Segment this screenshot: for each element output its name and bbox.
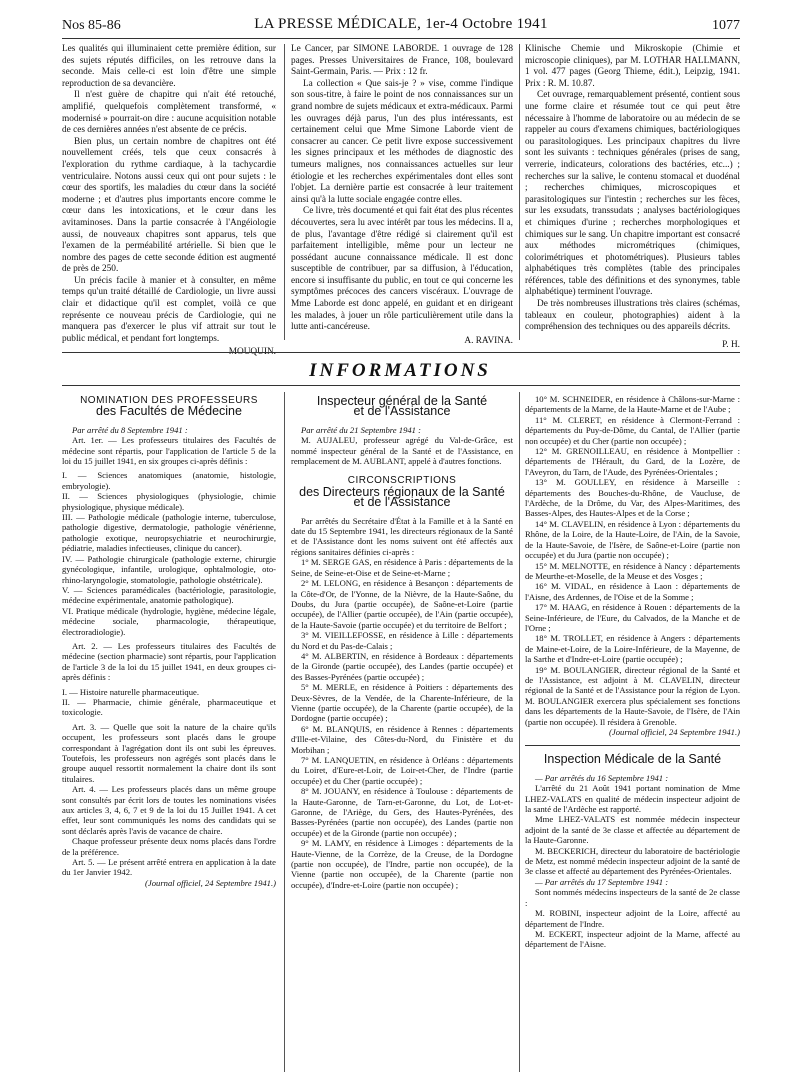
list-item: 8° M. JOUANY, en résidence à Toulouse : départements de la Haute-Garonne, de Tarn-et-Garonne, du Lot, de Lot-et-Garonne, de l'Ariège, du Gers, des Hautes-Pyrénées, des Basses-Pyrénées (partie non occupée), des Landes (partie non occupée) et de la Gironde (partie non occupée) ; [291,786,513,838]
review-cardiologie [62,44,276,359]
list-item: 16° M. VIDAL, en résidence à Laon : départements de l'Aisne, des Ardennes, de l'Oise et de la Somme ; [525,581,740,602]
arrete-date: — Par arrêtés du 17 Septembre 1941 : [535,876,669,887]
paragraph: La collection « Que sais-je ? » vise, comme l'indique son sous-titre, à faire le point de nos connaissances sur un grand nombre de sujets médicaux et extra-médicaux. Parmi les ouvrages déjà parus, l'un des plus intéressants, est certainement celui que Mme Simone Laborde vient de consacrer au cancer. Ce petit livre expose successivement les signes principaux et les méthodes de diagnostic des tumeurs malignes, nos connaissances actuelles sur leur étiologie et les recherches expérimentales dont elles sont l'objet. La dernière partie est consacrée à leur traitement ainsi qu'à la lutte sociale engagée contre elles. [291,78,513,205]
paragraph: M. ECKERT, inspecteur adjoint de la Marne, affecté au département de l'Aisne. [525,928,740,950]
paragraph: M. AUJALEU, professeur agrégé du Val-de-Grâce, est nommé inspecteur général de la Santé et de l'Assistance, en remplacement de M. AUBLANT, appelé à d'autres fonctions. [291,435,513,467]
section-rule [62,385,740,386]
list-item: I. — Histoire naturelle pharmaceutique. [62,686,199,697]
review-klinische-chemie [525,44,740,351]
article: Art. 2. — Les professeurs titulaires des Facultés de médecine (section pharmacie) sont répartis, pour l'application de l'article 3 de la loi du 15 juillet 1941, en deux groupes ci-après définis : [62,640,276,683]
paragraph: Mme LHEZ-VALATS est nommée médecin inspecteur adjoint de la santé de 3e classe et affectée au département de la Haute-Garonne. [525,814,740,846]
review-signature: A. RAVINA. [464,335,513,346]
header-rule [62,38,740,39]
list-item: VI. Pratique médicale (hydrologie, hygiène, médecine légale, médecine sociale, pharmacologie, thérapeutique, électroradiologie). [62,605,276,637]
list-item: 15° M. MELNOTTE, en résidence à Nancy : départements de Meurthe-et-Moselle, de la Meuse et des Vosges ; [525,560,740,581]
section-heading-line: des Directeurs régionaux de la Santé [299,484,505,499]
section-heading-line: Inspecteur général de la Santé [316,394,488,408]
paragraph: M. BECKERICH, directeur du laboratoire de bactériologie de Metz, est nommé médecin inspecteur adjoint de la santé de 3e classe et affecté au département des Pyrénées-Orientales. [525,845,740,877]
section-heading [62,396,276,417]
journal-officiel-ref: (Journal officiel, 24 Septembre 1941.) [145,877,276,888]
list-item: 19° M. BOULANGIER, directeur régional de la Santé et de l'Assistance, est adjoint à M. CLAVELIN, directeur régional de la Santé et de l'Assistance pour la région de Lyon. M. BOULANGIER exercera plus spécialement ses fonctions dans les départements de la Haute-Savoie, de l'Isère, de l'Ain (partie non occupée). Il résidera à Grenoble. [525,664,740,727]
review-heading: Le Cancer, par SIMONE LABORDE. 1 ouvrage de 128 pages. Presses Universitaires de France, 108, boulevard Saint-Germain, Paris. — Prix : 12 fr. [291,44,513,78]
paragraph: Les qualités qui illuminaient cette première édition, sur des sujets réputés difficiles, on les retrouve dans la seconde. Mais celle-ci est loin d'être une simple reproduction de sa devancière. [62,44,276,89]
section-rule [525,745,740,746]
list-item: 3° M. VIEILLEFOSSE, en résidence à Lille : départements du Nord et du Pas-de-Calais ; [291,630,513,651]
section-heading-line: et de l'Assistance [353,495,451,510]
list-item: III. — Pathologie médicale (pathologie interne, tuberculose, pathologie digestive, dermatologie, pathologie vénérienne, pathologie exotique, neuropsychiatrie et neurochirurgie, pédiatrie, maladies infectieuses, clinique du cancer). [62,512,276,554]
list-item: II. — Sciences physiologiques (physiologie, chimie physiologique, physique médicale). [62,491,276,512]
list-item: 7° M. LANQUETIN, en résidence à Orléans : départements du Loiret, d'Eure-et-Loir, de Loir-et-Cher, de l'Indre (partie occupée) et du Cher (partie occupée) ; [291,755,513,786]
review-signature [62,347,276,359]
section-heading [291,475,513,510]
list-item: 17° M. HAAG, en résidence à Rouen : départements de la Seine-Inférieure, de l'Eure, du Calvados, de la Manche et de l'Orne ; [525,602,740,633]
column-divider [284,44,285,340]
section-heading-line: CIRCONSCRIPTIONS [347,475,457,487]
section-heading [525,752,740,767]
section-heading-line: des Facultés de Médecine [96,404,242,419]
group-list [62,687,276,718]
page-header [62,16,740,38]
review-signature: P. H. [722,339,740,350]
list-item: 5° M. MERLE, en résidence à Poitiers : départements des Deux-Sèvres, de la Vendée, de la Charente-Inférieure, de la Vienne (partie occupée), de la Charente (partie occupée), de la Dordogne (partie occupée) ; [291,682,513,724]
column-divider [519,392,520,1072]
column-divider [284,392,285,1072]
paragraph: M. ROBINI, inspecteur adjoint de la Loire, affecté au département de l'Indre. [525,908,740,929]
list-item: I. — Sciences anatomiques (anatomie, histologie, embryologie). [62,470,276,491]
column-divider [519,44,520,340]
inspecteur-general-et-circonscriptions [291,396,513,890]
paragraph: Ce livre, très documenté et qui fait état des plus récentes découvertes, sera lu avec intérêt par tous les médecins. Il a, de plus, l'avantage d'être rédigé si clairement qu'il est parfaitement intelligible, même pour un lecteur ne possédant aucune connaissance médicale. Il est donc susceptible de contribuer, par sa diffusion, à l'éducation, encore si insuffisante du public, en tout ce qui concerne les symptômes précoces des cancers viscéraux. L'ouvrage de Mme Laborde est donc appelé, en guidant et en dirigeant les malades, à jouer un rôle particulièrement utile dans la lutte anti-cancéreuse. [291,206,513,333]
article: Art. 3. — Quelle que soit la nature de la chaire qu'ils occupent, les professeurs sont placés dans le groupe correspondant à l'agrégation dont ils ont subi les épreuves. Toutefois, les professeurs non agrégés sont placés dans le groupe auquel ressortit normalement la chaire dont ils sont titulaires. [62,721,276,784]
paragraph: Bien plus, un certain nombre de chapitres ont été nouvellement créés, tels que ceux consacrés à l'exploration du rythme cardiaque, à la tachycardie ventriculaire. Notons aussi ceux qui ont pour sujets : le cœur des sportifs, les maladies du cœur dans la société moderne ; et d'autres plus importants encore comme le cœur dans les intoxications, et le cœur dans les avitaminoses. Dans la partie consacrée à l'Angéiologie aussi, de nouveaux chapitres sont apparus, tels que l'examen de la perméabilité artérielle. Si bien que le nombre des pages de cette seconde édition est augmenté de près de 250. [62,136,276,275]
paragraph: Sont nommés médecins inspecteurs de la santé de 2e classe : [525,887,740,908]
section-heading [291,396,513,417]
paragraph: Il n'est guère de chapitre qui n'ait été retouché, amplifié, quelquefois complètement transformé, « modernisé » pourrait-on dire : aucune acquisition notable de ces dernières années n'est absente de ce précis. [62,90,276,136]
page-number: 1077 [712,18,740,33]
paragraph: L'arrêté du 21 Août 1941 portant nomination de Mme LHEZ-VALATS en qualité de médecin inspecteur adjoint de la santé de l'Ardèche est rapporté. [525,783,740,815]
review-heading: Klinische Chemie und Mikroskopie (Chimie et microscopie cliniques), par M. LOTHAR HALLMANN, 1 vol. 477 pages (Georg Thieme, édit.), Leipzig, 1941. Prix : R. M. 10.87. [525,44,740,89]
nomination-professeurs [62,396,276,888]
paragraph: Par arrêtés du Secrétaire d'État à la Famille et à la Santé en date du 15 Septembre 1941, les directeurs régionaux de la Santé et de l'Assistance dont les noms suivent ont été affectés aux régions sanitaires définies ci-après : [291,515,513,557]
list-item: 18° M. TROLLET, en résidence à Angers : départements de Maine-et-Loire, de la Loire-Inférieure, de la Mayenne, de la Sarthe et d'Indre-et-Loire (partie occupée) ; [525,633,740,665]
list-item: 10° M. SCHNEIDER, en résidence à Châlons-sur-Marne : départements de la Marne, de la Haute-Marne et de l'Aube ; [525,394,740,415]
list-item: 11° M. CLERET, en résidence à Clermont-Ferrand : départements du Puy-de-Dôme, du Cantal, de l'Allier (partie non occupée) et du Cher (partie non occupée) ; [525,414,740,446]
list-item: 14° M. CLAVELIN, en résidence à Lyon : départements du Rhône, de la Loire, de la Haute-Loire, de l'Ain, de la Savoie, de la Haute-Savoie, de l'Isère, de Saône-et-Loire (partie non occupée) et du Jura (partie non occupée) ; [525,518,740,561]
arrete-date: Par arrêté du 8 Septembre 1941 : [72,424,188,435]
list-item: 4° M. ALBERTIN, en résidence à Bordeaux : départements de la Gironde (partie occupée), des Landes (partie occupée) et des Basses-Pyrénées (partie occupée) ; [291,650,513,682]
paragraph: De très nombreuses illustrations très claires (schémas, tableaux en couleur, photographies) aident à la compréhension des techniques ou des appareils décrits. [525,299,740,333]
circonscriptions-suite-et-inspection [525,394,740,950]
list-item: V. — Sciences paramédicales (bactériologie, parasitologie, médecine expérimentale, anatomie pathologique). [62,584,276,606]
article: Chaque professeur présente deux noms placés dans l'ordre de la préférence. [62,836,276,857]
journal-officiel-ref: (Journal officiel, 24 Septembre 1941.) [609,727,740,737]
review-cancer [291,44,513,347]
article: Art. 5. — Le présent arrêté entrera en application à la date du 1er Janvier 1942. [62,857,276,878]
section-heading-line: Inspection Médicale de la Santé [543,752,722,767]
section-rule [62,352,740,353]
arrete-date: Par arrêté du 21 Septembre 1941 : [301,424,421,435]
list-item: 1° M. SERGE GAS, en résidence à Paris : départements de la Seine, de Seine-et-Oise et de Seine-et-Marne ; [291,557,513,578]
article: Art. 4. — Les professeurs placés dans un même groupe sont consultés par écrit lors de toutes les nominations visées aux articles 3, 4, 6, 7 et 9 de la loi du 15 Juillet 1941. A cet effet, leur sont communiqués les noms des candidats qui se sont déclarés après l'avis de vacance de chaire. [62,784,276,836]
arrete-date: — Par arrêtés du 16 Septembre 1941 : [535,772,669,783]
list-item: 2° M. LELONG, en résidence à Besançon : départements de la Côte-d'Or, de l'Yonne, de la Nièvre, de la Haute-Saône, du Doubs, du Jura (partie occupée), de Saône-et-Loire (partie occupée), de l'Allier (partie occupée), de l'Ain (partie occupée), de la Haute-Savoie (partie occupée) et du territoire de Belfort ; [291,578,513,630]
list-item: IV. — Pathologie chirurgicale (pathologie externe, chirurgie gynécologique, infantile, urologique, ophtalmologie, oto-rhino-laryngologie, stomatologie, pathologie obstétricale). [62,553,276,585]
paragraph: Un précis facile à manier et à consulter, en même temps qu'un traité détaillé de Cardiologie, un livre aussi clair et didactique qu'il est complet, voilà ce que représente ce nouveau précis de Cardiologie, qui ne manquera pas d'exercer le plus vif attrait sur tout le public médical, et pendant fort longtemps. [62,275,276,344]
list-item: 6° M. BLANQUIS, en résidence à Rennes : départements d'Ille-et-Vilaine, des Côtes-du-Nord, du Finistère et du Morbihan ; [291,723,513,755]
article: Art. 1er. — Les professeurs titulaires des Facultés de médecine sont répartis, pour l'application de l'article 5 de la loi du 15 juillet 1941, en six groupes ci-après définis : [62,435,276,467]
list-item: 13° M. GOULLEY, en résidence à Marseille : départements des Bouches-du-Rhône, de Vaucluse, de l'Ardèche, de la Drôme, du Var, des Alpes-Maritimes, des Basses-Alpes, des Hautes-Alpes et de la Corse ; [525,477,740,519]
informations-title: INFORMATIONS [309,360,491,381]
paragraph: Cet ouvrage, remarquablement présenté, contient sous une forme claire et résumée tout ce qui peut être nécessaire à l'homme de laboratoire ou au médecin de se rappeler au cours d'examens chimiques, bactériologiques ou parasitologiques. Les principaux chapitres du livre sont les suivants : techniques générales (prises de sang, verrerie, indicateurs, colorations des bactéries, etc...) ; recherches sur la salive, le contenu stomacal et duodénal ; recherches chimiques, microscopiques et parasitologiques sur l'intestin ; recherches sur les fèces, sur les exsudats, transsudats ; analyses bactériologiques et chimiques d'urine ; recherches morphologiques et chimiques sur le sang. Un chapitre important est consacré aux méthodes micrométriques (chimiques, colorimétriques et photométriques). Plusieurs tables alphabétiques très complètes (table des principales références, table des définitions et des synonymes, table alphabétique) terminent l'ouvrage. [525,90,740,298]
journal-title: LA PRESSE MÉDICALE, 1er-4 Octobre 1941 [254,16,548,32]
list-item: 12° M. GRENOILLEAU, en résidence à Montpellier : départements de l'Hérault, du Gard, de la Lozère, de l'Aveyron, du Tarn, de l'Aude, des Pyrénées-Orientales ; [525,446,740,477]
section-heading-line: et de l'Assistance [353,404,451,419]
list-item: 9° M. LAMY, en résidence à Limoges : départements de la Haute-Vienne, de la Corrèze, de la Creuse, de la Dordogne (partie non occupée), de l'Indre, partie non occupée), de la Vienne (partie non occupée), de la Charente (partie non occupée), d'Indre-et-Loire (partie non occupée) ; [291,838,513,890]
section-heading-line: NOMINATION DES PROFESSEURS [80,395,258,406]
list-item: II. — Pharmacie, chimie générale, pharmaceutique et toxicologie. [62,696,276,718]
issue-number: Nos 85-86 [62,18,121,33]
group-list [62,470,276,637]
